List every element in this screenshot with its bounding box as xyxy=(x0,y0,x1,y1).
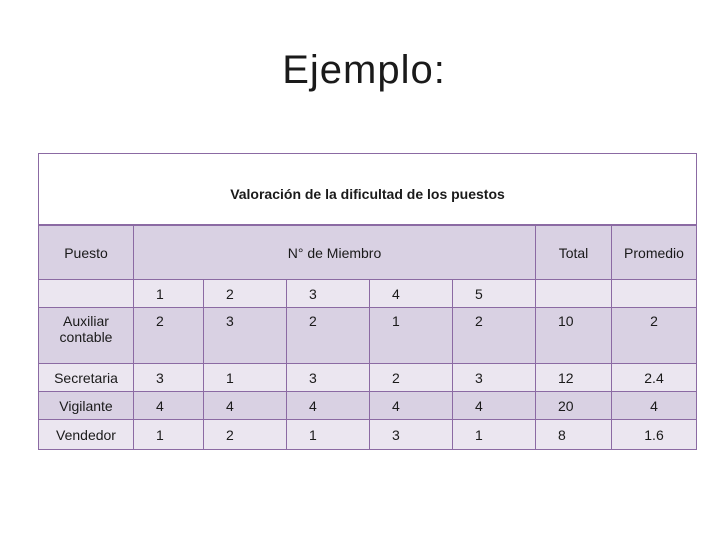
value-cell: 4 xyxy=(453,392,536,420)
value-cell: 4 xyxy=(370,392,453,420)
header-promedio: Promedio xyxy=(612,225,697,280)
value-cell: 1 xyxy=(134,420,204,450)
empty-cell xyxy=(536,280,612,308)
member-number: 3 xyxy=(287,280,370,308)
value-cell: 4 xyxy=(204,392,287,420)
value-cell: 1 xyxy=(370,308,453,364)
total-cell: 20 xyxy=(536,392,612,420)
promedio-cell: 4 xyxy=(612,392,697,420)
empty-cell xyxy=(612,280,697,308)
member-number: 2 xyxy=(204,280,287,308)
puesto-cell: Auxiliar contable xyxy=(39,308,134,364)
total-cell: 8 xyxy=(536,420,612,450)
header-row xyxy=(39,225,697,280)
puesto-cell: Secretaria xyxy=(39,364,134,392)
puesto-cell: Vigilante xyxy=(39,392,134,420)
table-caption-row xyxy=(39,154,697,226)
value-cell: 1 xyxy=(204,364,287,392)
table-caption: Valoración de la dificultad de los puestos xyxy=(39,154,697,226)
value-cell: 2 xyxy=(134,308,204,364)
value-cell: 1 xyxy=(453,420,536,450)
promedio-cell: 1.6 xyxy=(612,420,697,450)
member-number: 5 xyxy=(453,280,536,308)
total-cell: 10 xyxy=(536,308,612,364)
value-cell: 2 xyxy=(453,308,536,364)
puesto-cell: Vendedor xyxy=(39,420,134,450)
value-cell: 2 xyxy=(370,364,453,392)
table-row xyxy=(39,392,697,420)
empty-cell xyxy=(39,280,134,308)
table-row xyxy=(39,364,697,392)
value-cell: 1 xyxy=(287,420,370,450)
value-cell: 3 xyxy=(453,364,536,392)
table-row xyxy=(39,420,697,450)
value-cell: 3 xyxy=(204,308,287,364)
total-cell: 12 xyxy=(536,364,612,392)
member-number: 1 xyxy=(134,280,204,308)
promedio-cell: 2 xyxy=(612,308,697,364)
value-cell: 2 xyxy=(204,420,287,450)
value-cell: 3 xyxy=(370,420,453,450)
header-miembro: N° de Miembro xyxy=(134,225,536,280)
value-cell: 4 xyxy=(287,392,370,420)
slide-title: Ejemplo: xyxy=(282,48,446,92)
value-cell: 4 xyxy=(134,392,204,420)
header-puesto: Puesto xyxy=(39,225,134,280)
promedio-cell: 2.4 xyxy=(612,364,697,392)
member-number-row xyxy=(39,280,697,308)
value-cell: 3 xyxy=(287,364,370,392)
difficulty-table xyxy=(38,153,697,450)
table-row xyxy=(39,308,697,364)
value-cell: 3 xyxy=(134,364,204,392)
value-cell: 2 xyxy=(287,308,370,364)
header-total: Total xyxy=(536,225,612,280)
member-number: 4 xyxy=(370,280,453,308)
